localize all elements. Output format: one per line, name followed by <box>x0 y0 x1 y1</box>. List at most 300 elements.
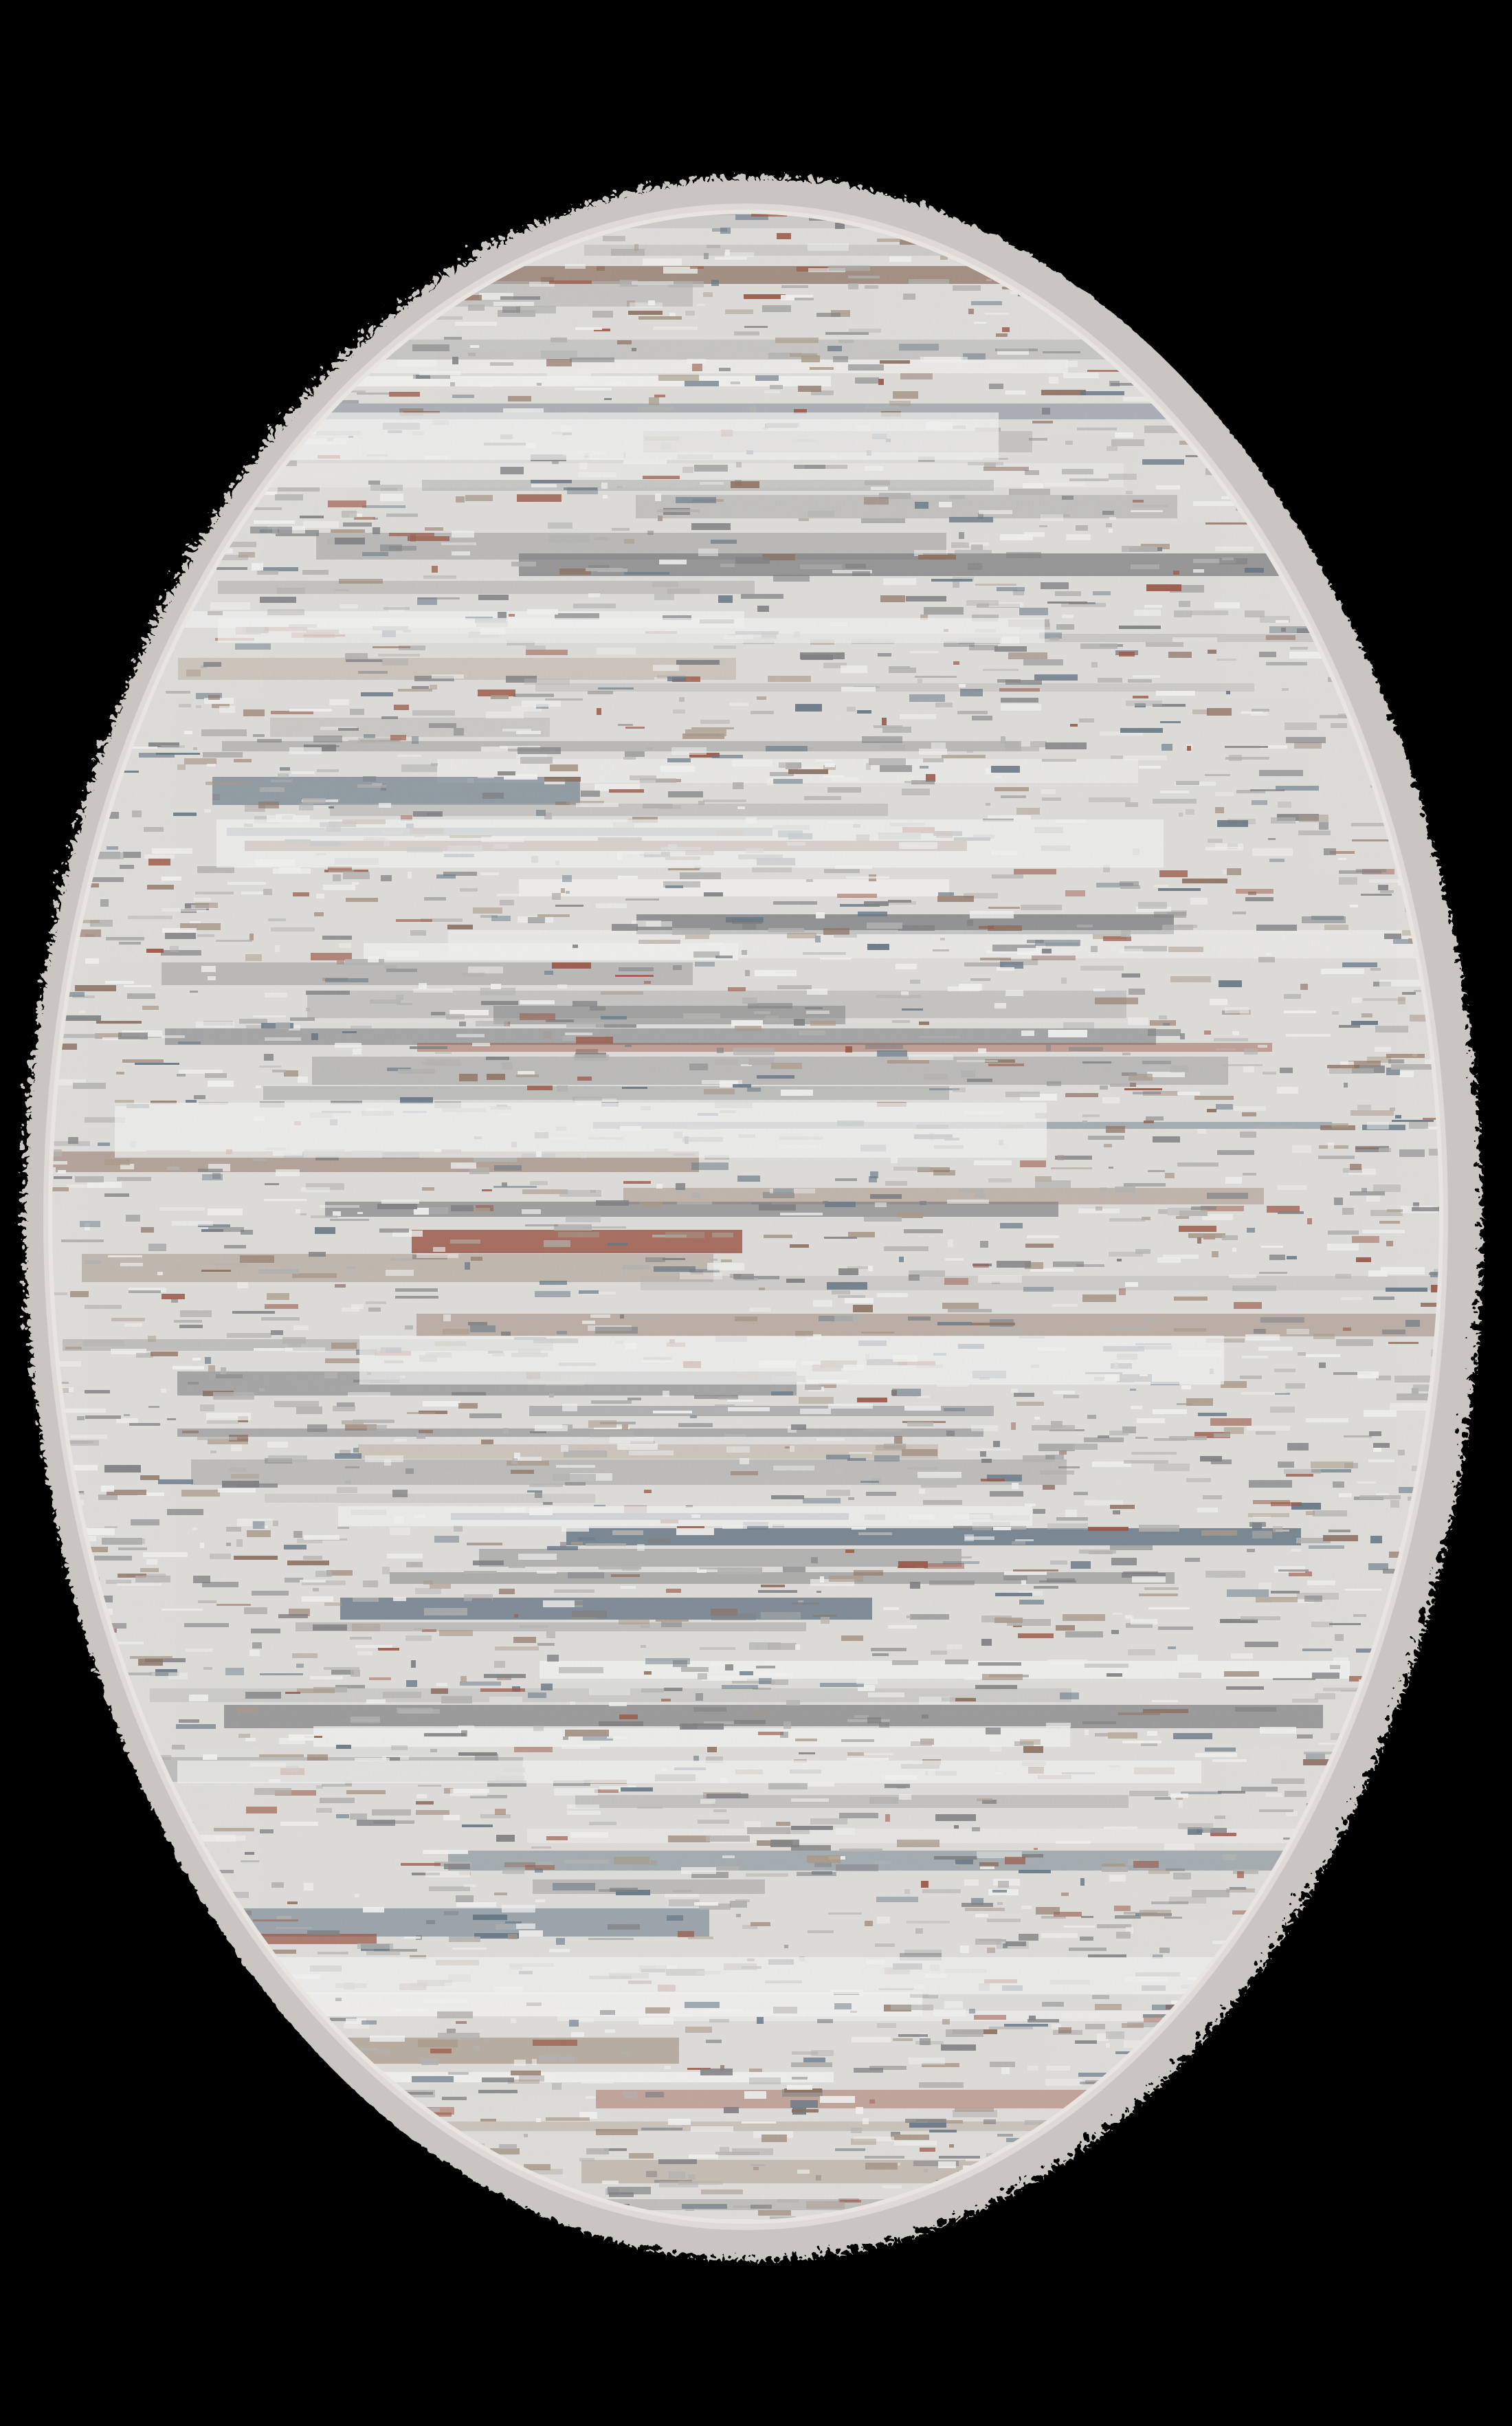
pattern-speck <box>98 2062 111 2066</box>
pattern-speck <box>1402 1719 1426 1723</box>
pattern-speck <box>147 531 180 533</box>
pattern-speck <box>223 441 245 444</box>
pattern-speck <box>164 248 207 253</box>
pattern-speck <box>1415 1967 1429 1974</box>
pattern-speck <box>53 1635 71 1642</box>
pattern-speck <box>188 437 225 440</box>
pattern-speck <box>208 321 228 327</box>
pattern-speck <box>1403 2166 1415 2171</box>
pattern-speck <box>230 2066 276 2070</box>
pattern-speck <box>1423 2094 1432 2097</box>
pattern-speck <box>1404 2066 1434 2071</box>
pattern-speck <box>1363 580 1398 586</box>
pattern-speck <box>93 342 132 346</box>
pattern-speck <box>85 581 108 584</box>
pattern-speck <box>252 2223 281 2231</box>
pattern-speck <box>1164 2084 1189 2088</box>
pattern-speck <box>52 668 93 671</box>
pattern-speck <box>240 2044 262 2048</box>
pattern-speck <box>1419 313 1449 320</box>
pattern-speck <box>64 2092 71 2099</box>
pattern-speck <box>228 258 243 263</box>
pattern-speck <box>1348 399 1378 404</box>
pattern-speck <box>1413 778 1448 782</box>
pattern-speck <box>71 661 76 666</box>
pattern-speck <box>299 276 327 283</box>
pattern-speck <box>1432 511 1456 514</box>
pattern-speck <box>1199 329 1242 333</box>
pattern-speck <box>1436 1777 1476 1784</box>
pattern-speck <box>1384 448 1397 454</box>
pattern-speck <box>36 1819 71 1824</box>
pattern-speck <box>1344 397 1358 404</box>
pattern-speck <box>1307 2110 1318 2118</box>
pattern-speck <box>28 366 34 371</box>
pattern-speck <box>57 641 72 648</box>
pattern-speck <box>304 2146 316 2152</box>
pattern-speck <box>1381 228 1386 232</box>
pattern-speck <box>1296 1938 1310 1941</box>
pattern-speck <box>73 1873 93 1879</box>
pattern-speck <box>232 2046 271 2050</box>
pattern-speck <box>1355 2117 1372 2123</box>
pattern-speck <box>1414 1893 1435 1898</box>
pattern-speck <box>194 2098 202 2106</box>
pattern-speck <box>196 2139 239 2143</box>
pattern-speck <box>1179 2119 1203 2122</box>
pattern-speck <box>1175 305 1193 308</box>
pattern-speck <box>1157 2120 1199 2125</box>
pattern-speck <box>1216 2143 1255 2150</box>
pattern-speck <box>1132 2157 1145 2164</box>
pattern-speck <box>1123 318 1166 326</box>
pattern-speck <box>1434 586 1445 591</box>
pattern-speck <box>45 1573 67 1577</box>
pattern-speck <box>332 342 344 349</box>
pattern-speck <box>50 2124 82 2128</box>
pattern-speck <box>106 1998 135 2006</box>
pattern-speck <box>250 322 271 325</box>
pattern-speck <box>28 2110 60 2115</box>
pattern-speck <box>1173 2069 1200 2075</box>
pattern-speck <box>257 388 269 393</box>
pattern-speck <box>338 2157 354 2162</box>
pattern-speck <box>58 2205 102 2211</box>
pattern-speck <box>1430 725 1463 729</box>
pattern-speck <box>298 2168 335 2174</box>
pattern-speck <box>1355 617 1361 624</box>
pattern-speck <box>1366 411 1397 419</box>
pattern-speck <box>336 321 348 328</box>
pattern-speck <box>1293 488 1312 493</box>
pattern-speck <box>1103 2196 1124 2199</box>
pattern-speck <box>67 523 111 531</box>
pattern-speck <box>127 304 171 311</box>
pattern-speck <box>114 206 147 211</box>
pattern-speck <box>1061 213 1094 219</box>
pattern-speck <box>1374 447 1411 450</box>
pattern-speck <box>349 270 390 273</box>
pattern-speck <box>256 2075 285 2079</box>
pattern-speck <box>1210 290 1241 294</box>
pattern-speck <box>1422 556 1429 562</box>
pattern-speck <box>36 344 78 346</box>
pattern-speck <box>1311 2161 1322 2165</box>
pattern-speck <box>1435 1918 1445 1920</box>
pattern-speck <box>113 591 146 599</box>
pattern-speck <box>1425 357 1468 364</box>
pattern-speck <box>1376 2151 1390 2155</box>
pattern-speck <box>403 2181 430 2184</box>
pattern-speck <box>148 2060 165 2066</box>
pattern-speck <box>398 256 426 262</box>
pattern-speck <box>206 320 232 322</box>
pattern-speck <box>204 2117 218 2119</box>
pattern-speck <box>1184 2077 1199 2082</box>
pattern-speck <box>1373 252 1381 257</box>
pattern-speck <box>1330 1883 1357 1887</box>
pattern-speck <box>174 1971 197 1976</box>
pattern-speck <box>310 280 352 285</box>
pattern-speck <box>1382 1966 1421 1972</box>
pattern-band <box>172 306 390 312</box>
pattern-speck <box>140 363 184 367</box>
pattern-speck <box>156 2081 166 2086</box>
pattern-speck <box>1376 1964 1405 1970</box>
pattern-speck <box>1405 1987 1426 1992</box>
pattern-speck <box>278 2203 309 2207</box>
pattern-speck <box>52 2165 96 2167</box>
pattern-band <box>135 2183 476 2200</box>
pattern-speck <box>1375 586 1412 591</box>
pattern-speck <box>300 2088 313 2091</box>
pattern-speck <box>1248 2062 1259 2069</box>
pattern-speck <box>1419 2108 1427 2115</box>
pattern-speck <box>1370 488 1400 493</box>
pattern-speck <box>1098 2124 1125 2126</box>
pattern-speck <box>1389 2017 1414 2023</box>
pattern-speck <box>1248 380 1265 387</box>
pattern-speck <box>1399 567 1416 575</box>
pattern-speck <box>1060 2154 1067 2156</box>
pattern-speck <box>348 2234 389 2238</box>
pattern-speck <box>1205 399 1210 401</box>
pattern-speck <box>76 2050 89 2055</box>
pattern-speck <box>1219 2145 1232 2150</box>
pattern-speck <box>331 2171 358 2176</box>
pattern-speck <box>1194 2189 1238 2195</box>
pattern-speck <box>1288 2015 1311 2021</box>
pattern-speck <box>1362 595 1378 597</box>
pattern-speck <box>355 2119 381 2124</box>
pattern-speck <box>1237 1982 1280 1988</box>
pattern-speck <box>115 2180 151 2185</box>
pattern-speck <box>128 244 140 247</box>
pattern-speck <box>45 1802 71 1809</box>
pattern-speck <box>1254 285 1276 290</box>
pattern-speck <box>1268 274 1297 278</box>
pattern-speck <box>493 2231 523 2238</box>
pattern-speck <box>62 630 87 637</box>
pattern-speck <box>1339 1972 1372 1974</box>
pattern-speck <box>233 2012 247 2015</box>
pattern-speck <box>300 250 333 256</box>
pattern-speck <box>96 2154 131 2161</box>
pattern-speck <box>179 1930 216 1933</box>
pattern-speck <box>82 2218 100 2225</box>
pattern-band <box>416 2267 1017 2293</box>
pattern-speck <box>1214 272 1229 276</box>
pattern-speck <box>1422 1743 1458 1747</box>
pattern-speck <box>227 357 256 365</box>
pattern-speck <box>1439 379 1484 382</box>
pattern-speck <box>98 511 116 517</box>
pattern-speck <box>1361 368 1382 371</box>
pattern-speck <box>1425 760 1430 767</box>
pattern-speck <box>129 585 135 587</box>
pattern-speck <box>173 344 193 346</box>
pattern-speck <box>299 2195 339 2201</box>
pattern-speck <box>68 1739 87 1742</box>
pattern-speck <box>162 2110 189 2113</box>
pattern-speck <box>1091 2181 1120 2185</box>
pattern-speck <box>1326 494 1359 501</box>
pattern-speck <box>57 310 86 313</box>
pattern-speck <box>1394 2071 1431 2078</box>
pattern-speck <box>216 265 252 269</box>
pattern-speck <box>1331 412 1361 419</box>
pattern-speck <box>1430 538 1439 542</box>
pattern-speck <box>98 498 114 505</box>
pattern-speck <box>80 1833 115 1839</box>
pattern-speck <box>154 1932 164 1935</box>
pattern-speck <box>71 760 87 764</box>
pattern-speck <box>120 525 164 530</box>
pattern-speck <box>214 2145 237 2149</box>
pattern-speck <box>125 1815 151 1822</box>
pattern-speck <box>140 1912 173 1914</box>
pattern-speck <box>1360 226 1405 232</box>
pattern-speck <box>1426 522 1463 525</box>
pattern-speck <box>42 2127 84 2129</box>
pattern-speck <box>352 2132 371 2139</box>
pattern-speck <box>1433 2115 1447 2117</box>
pattern-speck <box>1406 234 1439 238</box>
pattern-speck <box>1315 305 1359 311</box>
pattern-speck <box>166 533 187 541</box>
pattern-speck <box>198 306 205 309</box>
pattern-speck <box>53 283 85 289</box>
pattern-speck <box>1197 338 1227 344</box>
pattern-speck <box>300 214 342 221</box>
pattern-speck <box>315 2102 359 2110</box>
pattern-speck <box>404 2192 433 2195</box>
pattern-speck <box>1269 1956 1304 1961</box>
pattern-speck <box>1204 339 1243 346</box>
pattern-speck <box>60 1618 74 1621</box>
pattern-speck <box>152 214 157 221</box>
pattern-speck <box>1223 323 1240 327</box>
pattern-speck <box>1005 2222 1044 2229</box>
pattern-speck <box>31 599 69 602</box>
pattern-speck <box>269 2117 274 2123</box>
pattern-speck <box>257 356 287 362</box>
pattern-speck <box>93 1934 104 1941</box>
pattern-speck <box>128 597 153 600</box>
pattern-speck <box>1401 357 1423 361</box>
pattern-speck <box>59 500 82 503</box>
pattern-speck <box>1091 2218 1120 2225</box>
pattern-speck <box>1388 1711 1409 1717</box>
pattern-speck <box>1405 1794 1441 1798</box>
pattern-speck <box>225 2020 262 2024</box>
pattern-speck <box>56 262 67 265</box>
pattern-speck <box>170 492 204 496</box>
pattern-speck <box>1356 565 1379 571</box>
pattern-speck <box>1403 2215 1411 2221</box>
pattern-speck <box>178 290 223 295</box>
pattern-speck <box>98 298 137 303</box>
pattern-speck <box>1372 1994 1380 1997</box>
pattern-speck <box>1258 1967 1284 1970</box>
pattern-speck <box>351 245 379 253</box>
pattern-speck <box>355 2172 390 2176</box>
pattern-speck <box>586 2231 591 2236</box>
pattern-speck <box>211 2166 216 2169</box>
pattern-speck <box>1329 569 1346 571</box>
pattern-speck <box>1297 357 1313 361</box>
pattern-speck <box>1304 1970 1342 1973</box>
pattern-speck <box>51 1651 77 1657</box>
pattern-speck <box>64 2069 89 2073</box>
pattern-speck <box>1244 289 1269 294</box>
pattern-speck <box>1357 2124 1367 2128</box>
pattern-speck <box>77 599 96 603</box>
pattern-speck <box>150 2220 156 2225</box>
pattern-speck <box>1189 2209 1230 2214</box>
pattern-speck <box>1234 2053 1245 2058</box>
pattern-speck <box>101 228 141 235</box>
pattern-speck <box>1357 2014 1374 2020</box>
pattern-speck <box>390 2197 405 2203</box>
pattern-speck <box>1295 368 1300 375</box>
pattern-speck <box>95 529 131 534</box>
pattern-speck <box>1289 2102 1304 2109</box>
pattern-speck <box>450 2198 485 2203</box>
pattern-speck <box>1209 364 1243 367</box>
pattern-speck <box>1431 1727 1467 1731</box>
pattern-speck <box>62 453 67 461</box>
pattern-speck <box>267 366 273 370</box>
pattern-speck <box>1324 2170 1354 2174</box>
pattern-speck <box>329 2091 348 2097</box>
pattern-speck <box>233 2175 249 2180</box>
pattern-speck <box>1236 261 1282 267</box>
pattern-speck <box>1418 1864 1449 1867</box>
pattern-speck <box>1323 424 1350 430</box>
pattern-band <box>164 2245 976 2269</box>
pattern-speck <box>1200 302 1207 306</box>
pattern-speck <box>1401 1917 1423 1924</box>
pattern-speck <box>43 785 49 790</box>
pattern-speck <box>1208 385 1240 388</box>
pattern-speck <box>219 318 239 322</box>
pattern-speck <box>1441 1798 1456 1805</box>
pattern-speck <box>1398 2180 1410 2187</box>
pattern-speck <box>1355 1924 1397 1927</box>
pattern-speck <box>1438 2021 1469 2027</box>
pattern-speck <box>359 309 370 312</box>
pattern-speck <box>1116 2118 1129 2121</box>
pattern-speck <box>113 2099 143 2103</box>
pattern-speck <box>148 225 181 230</box>
pattern-speck <box>1348 552 1377 558</box>
pattern-speck <box>91 1778 122 1783</box>
pattern-speck <box>105 624 120 628</box>
pattern-speck <box>120 2128 157 2134</box>
pattern-speck <box>1330 552 1372 556</box>
pattern-speck <box>1192 333 1228 340</box>
pattern-speck <box>148 2174 194 2178</box>
pattern-speck <box>1273 2080 1299 2087</box>
pattern-speck <box>27 612 59 615</box>
pattern-speck <box>133 434 158 437</box>
pattern-speck <box>1340 2113 1357 2120</box>
pattern-speck <box>1439 628 1445 635</box>
pattern-speck <box>342 2143 368 2146</box>
pattern-speck <box>1236 2148 1242 2152</box>
pattern-speck <box>1363 210 1405 212</box>
pattern-speck <box>1386 475 1402 477</box>
pattern-speck <box>1154 247 1161 252</box>
pattern-speck <box>232 408 254 412</box>
pattern-speck <box>498 2224 523 2227</box>
pattern-speck <box>120 2089 144 2094</box>
pattern-speck <box>80 306 117 309</box>
pattern-speck <box>129 1932 174 1939</box>
pattern-speck <box>1290 328 1320 335</box>
pattern-speck <box>94 574 120 580</box>
pattern-speck <box>375 2223 405 2226</box>
pattern-speck <box>91 2185 126 2191</box>
pattern-speck <box>1282 388 1300 393</box>
pattern-speck <box>32 296 61 302</box>
pattern-speck <box>299 263 330 267</box>
pattern-speck <box>30 914 44 918</box>
pattern-speck <box>212 338 240 344</box>
pattern-speck <box>1394 1987 1416 1993</box>
pattern-speck <box>175 2052 183 2058</box>
pattern-speck <box>87 377 91 379</box>
pattern-speck <box>61 534 103 540</box>
pattern-speck <box>1231 1987 1256 1992</box>
pattern-speck <box>114 2070 146 2076</box>
pattern-speck <box>104 360 118 362</box>
pattern-speck <box>47 728 82 731</box>
pattern-speck <box>108 302 137 307</box>
pattern-speck <box>1350 2194 1377 2201</box>
pattern-speck <box>294 243 307 248</box>
pattern-speck <box>1327 532 1335 538</box>
pattern-speck <box>1280 2064 1316 2066</box>
pattern-speck <box>1410 1769 1424 1772</box>
pattern-speck <box>1412 268 1433 272</box>
pattern-speck <box>219 2221 251 2225</box>
pattern-speck <box>91 2088 110 2093</box>
pattern-speck <box>232 1985 254 1987</box>
pattern-speck <box>1132 242 1175 245</box>
pattern-speck <box>158 1997 181 2003</box>
